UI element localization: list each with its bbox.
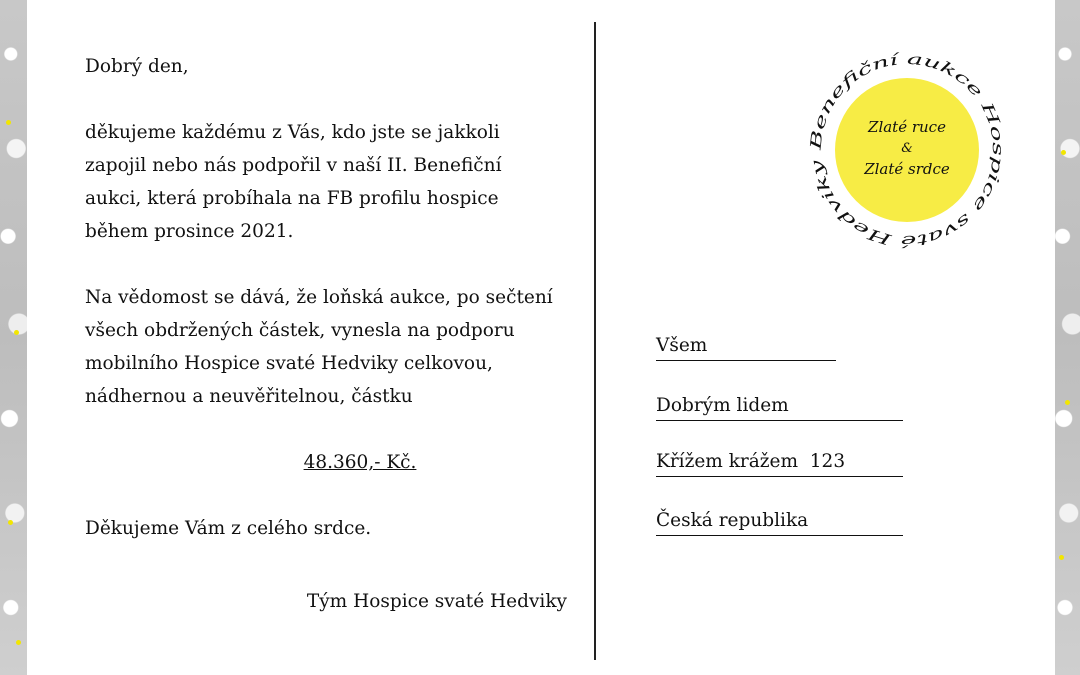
letter-paragraph-1: děkujeme každému z Vás, kdo jste se jakkoli zapojil nebo nás podpořil v naší II. Benefiční aukci, která probíhala na FB profilu hospice během prosince 2021. xyxy=(85,122,502,242)
stamp-ring-text: Benefiční aukce Hospice svaté Hedviky xyxy=(807,50,1007,250)
address-line-1: Všem xyxy=(656,333,836,361)
letter-body xyxy=(85,50,567,651)
postcard xyxy=(27,0,1055,675)
address-line-3: Křížem krážem 123 xyxy=(656,449,903,477)
address-line-2: Dobrým lidem xyxy=(656,393,903,421)
letter-signature: Tým Hospice svaté Hedviky xyxy=(306,591,567,612)
address-line-4: Česká republika xyxy=(656,508,903,536)
donation-amount: 48.360,- Kč. xyxy=(303,452,417,473)
letter-thanks: Děkujeme Vám z celého srdce. xyxy=(85,518,372,539)
postcard-divider xyxy=(594,22,596,660)
stamp-center-line-2: & xyxy=(901,141,913,156)
letter-paragraph-2: Na vědomost se dává, že loňská aukce, po sečtení všech obdržených částek, vynesla na podporu mobilního Hospice svaté Hedviky celkovou, nádhernou a neuvěřitelnou, částku xyxy=(85,287,553,407)
letter-greeting: Dobrý den, xyxy=(85,56,189,77)
stamp-center-line-3: Zlaté srdce xyxy=(864,160,950,178)
stamp-center-line-1: Zlaté ruce xyxy=(868,118,946,136)
right-floral-border xyxy=(1055,0,1080,675)
left-floral-border xyxy=(0,0,27,675)
charity-stamp xyxy=(807,50,1007,250)
